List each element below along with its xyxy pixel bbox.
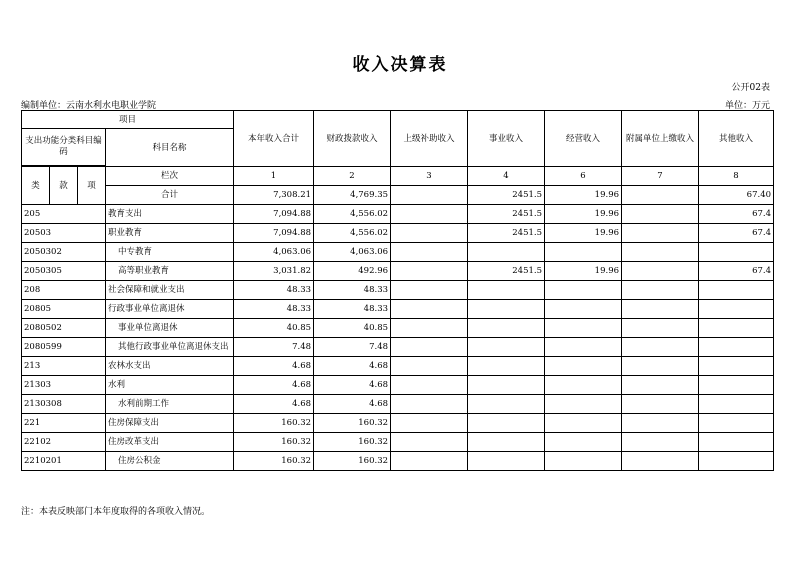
header-col-6: 附属单位上缴收入 (622, 111, 699, 167)
row-name: 职业教育 (106, 224, 234, 243)
row-value: 48.33 (234, 281, 314, 300)
col-num-2: 2 (314, 167, 391, 186)
row-value: 19.96 (545, 224, 622, 243)
row-value: 7.48 (314, 338, 391, 357)
table-row (22, 205, 774, 224)
row-value (699, 433, 774, 452)
row-value (622, 376, 699, 395)
row-value: 67.4 (699, 224, 774, 243)
row-code: 2130308 (22, 395, 106, 414)
income-table (21, 110, 774, 471)
row-value (468, 243, 545, 262)
row-value (391, 433, 468, 452)
row-value (622, 452, 699, 471)
row-code: 21303 (22, 376, 106, 395)
row-value (468, 281, 545, 300)
table-row (22, 338, 774, 357)
row-value (699, 452, 774, 471)
row-value: 2451.5 (468, 224, 545, 243)
row-value: 2451.5 (468, 205, 545, 224)
table-row (22, 243, 774, 262)
row-value: 4.68 (314, 395, 391, 414)
row-value (468, 319, 545, 338)
row-name: 行政事业单位离退休 (106, 300, 234, 319)
page-title: 收入决算表 (352, 55, 448, 75)
row-value (468, 300, 545, 319)
table-row (22, 281, 774, 300)
total-cell (391, 186, 468, 205)
header-col-1: 本年收入合计 (234, 111, 314, 167)
table-row (22, 357, 774, 376)
header-col-2: 财政拨款收入 (314, 111, 391, 167)
row-value: 4.68 (234, 357, 314, 376)
row-value: 4,556.02 (314, 205, 391, 224)
table-row (22, 300, 774, 319)
table-row (22, 262, 774, 281)
table-row (22, 414, 774, 433)
row-value: 48.33 (314, 300, 391, 319)
header-kuan: 款 (50, 167, 78, 205)
row-value: 160.32 (314, 414, 391, 433)
row-name: 农林水支出 (106, 357, 234, 376)
row-code: 20503 (22, 224, 106, 243)
row-value: 7,094.88 (234, 224, 314, 243)
row-value (545, 376, 622, 395)
row-name: 水利前期工作 (106, 395, 234, 414)
row-code: 20805 (22, 300, 106, 319)
row-value: 40.85 (234, 319, 314, 338)
col-num-8: 8 (699, 167, 774, 186)
table-row (22, 452, 774, 471)
row-value (699, 338, 774, 357)
row-value: 492.96 (314, 262, 391, 281)
row-value (468, 357, 545, 376)
row-name: 其他行政事业单位离退休支出 (106, 338, 234, 357)
unit-label: 单位：万元 (724, 101, 770, 111)
row-value (545, 414, 622, 433)
row-value (545, 300, 622, 319)
col-num-6: 6 (545, 167, 622, 186)
row-name: 中专教育 (106, 243, 234, 262)
row-code: 22102 (22, 433, 106, 452)
row-value: 7,094.88 (234, 205, 314, 224)
total-cell: 4,769.35 (314, 186, 391, 205)
header-col-7: 其他收入 (699, 111, 774, 167)
row-value (468, 338, 545, 357)
footnote: 注：本表反映部门本年度取得的各项收入情况。 (21, 507, 211, 517)
row-code: 208 (22, 281, 106, 300)
row-value: 67.4 (699, 262, 774, 281)
row-value (545, 452, 622, 471)
row-value: 160.32 (234, 433, 314, 452)
total-label: 合计 (106, 186, 234, 205)
row-value (622, 338, 699, 357)
row-code: 205 (22, 205, 106, 224)
row-value (391, 376, 468, 395)
col-num-3: 3 (391, 167, 468, 186)
row-value (622, 319, 699, 338)
row-value (622, 300, 699, 319)
row-value: 4.68 (234, 376, 314, 395)
col-num-1: 1 (234, 167, 314, 186)
row-value (545, 433, 622, 452)
row-value (391, 357, 468, 376)
row-value (545, 357, 622, 376)
row-value (391, 281, 468, 300)
table-row (22, 433, 774, 452)
row-value: 3,031.82 (234, 262, 314, 281)
header-func-code: 支出功能分类科目编码 (22, 129, 106, 166)
row-value (622, 243, 699, 262)
header-xiang: 项 (78, 167, 106, 205)
row-code: 213 (22, 357, 106, 376)
row-name: 高等职业教育 (106, 262, 234, 281)
row-name: 事业单位离退休 (106, 319, 234, 338)
org-label: 编制单位：云南水利水电职业学院 (21, 101, 157, 111)
row-value (391, 224, 468, 243)
row-value: 19.96 (545, 262, 622, 281)
table-row (22, 319, 774, 338)
row-value (699, 300, 774, 319)
row-name: 住房改革支出 (106, 433, 234, 452)
row-value (699, 281, 774, 300)
table-row (22, 224, 774, 243)
row-value (545, 395, 622, 414)
row-value: 4.68 (314, 376, 391, 395)
col-num-4: 4 (468, 167, 545, 186)
row-value (622, 395, 699, 414)
row-value (468, 376, 545, 395)
row-value (545, 281, 622, 300)
row-value: 2451.5 (468, 262, 545, 281)
row-value (699, 319, 774, 338)
row-name: 住房保障支出 (106, 414, 234, 433)
row-value: 4,063.06 (314, 243, 391, 262)
row-name: 社会保障和就业支出 (106, 281, 234, 300)
table-row (22, 376, 774, 395)
row-name: 住房公积金 (106, 452, 234, 471)
row-value (391, 338, 468, 357)
row-code: 2080599 (22, 338, 106, 357)
row-value: 4.68 (314, 357, 391, 376)
row-code: 2080502 (22, 319, 106, 338)
row-name: 教育支出 (106, 205, 234, 224)
row-value (391, 243, 468, 262)
form-code: 公开02表 (731, 83, 770, 93)
row-value (699, 357, 774, 376)
row-value: 40.85 (314, 319, 391, 338)
table-row (22, 395, 774, 414)
row-value (391, 205, 468, 224)
row-value (622, 281, 699, 300)
row-value: 160.32 (234, 452, 314, 471)
total-cell: 67.40 (699, 186, 774, 205)
row-value: 7.48 (234, 338, 314, 357)
row-value: 4.68 (234, 395, 314, 414)
row-value (391, 300, 468, 319)
row-value (468, 433, 545, 452)
total-cell: 2451.5 (468, 186, 545, 205)
row-value (622, 357, 699, 376)
row-value (622, 433, 699, 452)
row-value: 4,063.06 (234, 243, 314, 262)
header-subject-name: 科目名称 (106, 129, 234, 167)
row-value (545, 243, 622, 262)
row-value: 48.33 (234, 300, 314, 319)
row-value (622, 205, 699, 224)
row-value (699, 414, 774, 433)
total-cell (622, 186, 699, 205)
header-col-4: 事业收入 (468, 111, 545, 167)
row-value (699, 395, 774, 414)
header-lei: 类 (22, 167, 50, 205)
row-value (545, 319, 622, 338)
row-value (391, 414, 468, 433)
row-value: 160.32 (314, 433, 391, 452)
row-value (391, 452, 468, 471)
col-num-7: 7 (622, 167, 699, 186)
row-code: 221 (22, 414, 106, 433)
row-value (622, 224, 699, 243)
row-value (699, 376, 774, 395)
row-value (468, 414, 545, 433)
row-code: 2050305 (22, 262, 106, 281)
row-value (699, 243, 774, 262)
total-cell: 19.96 (545, 186, 622, 205)
row-value (468, 452, 545, 471)
row-code: 2210201 (22, 452, 106, 471)
row-value: 4,556.02 (314, 224, 391, 243)
row-value (391, 395, 468, 414)
header-item: 项目 (22, 111, 234, 129)
row-value (391, 319, 468, 338)
row-value: 67.4 (699, 205, 774, 224)
row-value (545, 338, 622, 357)
total-cell: 7,308.21 (234, 186, 314, 205)
header-col-5: 经营收入 (545, 111, 622, 167)
row-value: 160.32 (234, 414, 314, 433)
header-col-3: 上级补助收入 (391, 111, 468, 167)
row-code: 2050302 (22, 243, 106, 262)
row-value (622, 262, 699, 281)
header-lanci: 栏次 (106, 167, 234, 186)
row-value (391, 262, 468, 281)
row-value: 160.32 (314, 452, 391, 471)
row-value: 48.33 (314, 281, 391, 300)
row-value (468, 395, 545, 414)
row-value: 19.96 (545, 205, 622, 224)
row-value (622, 414, 699, 433)
row-name: 水利 (106, 376, 234, 395)
